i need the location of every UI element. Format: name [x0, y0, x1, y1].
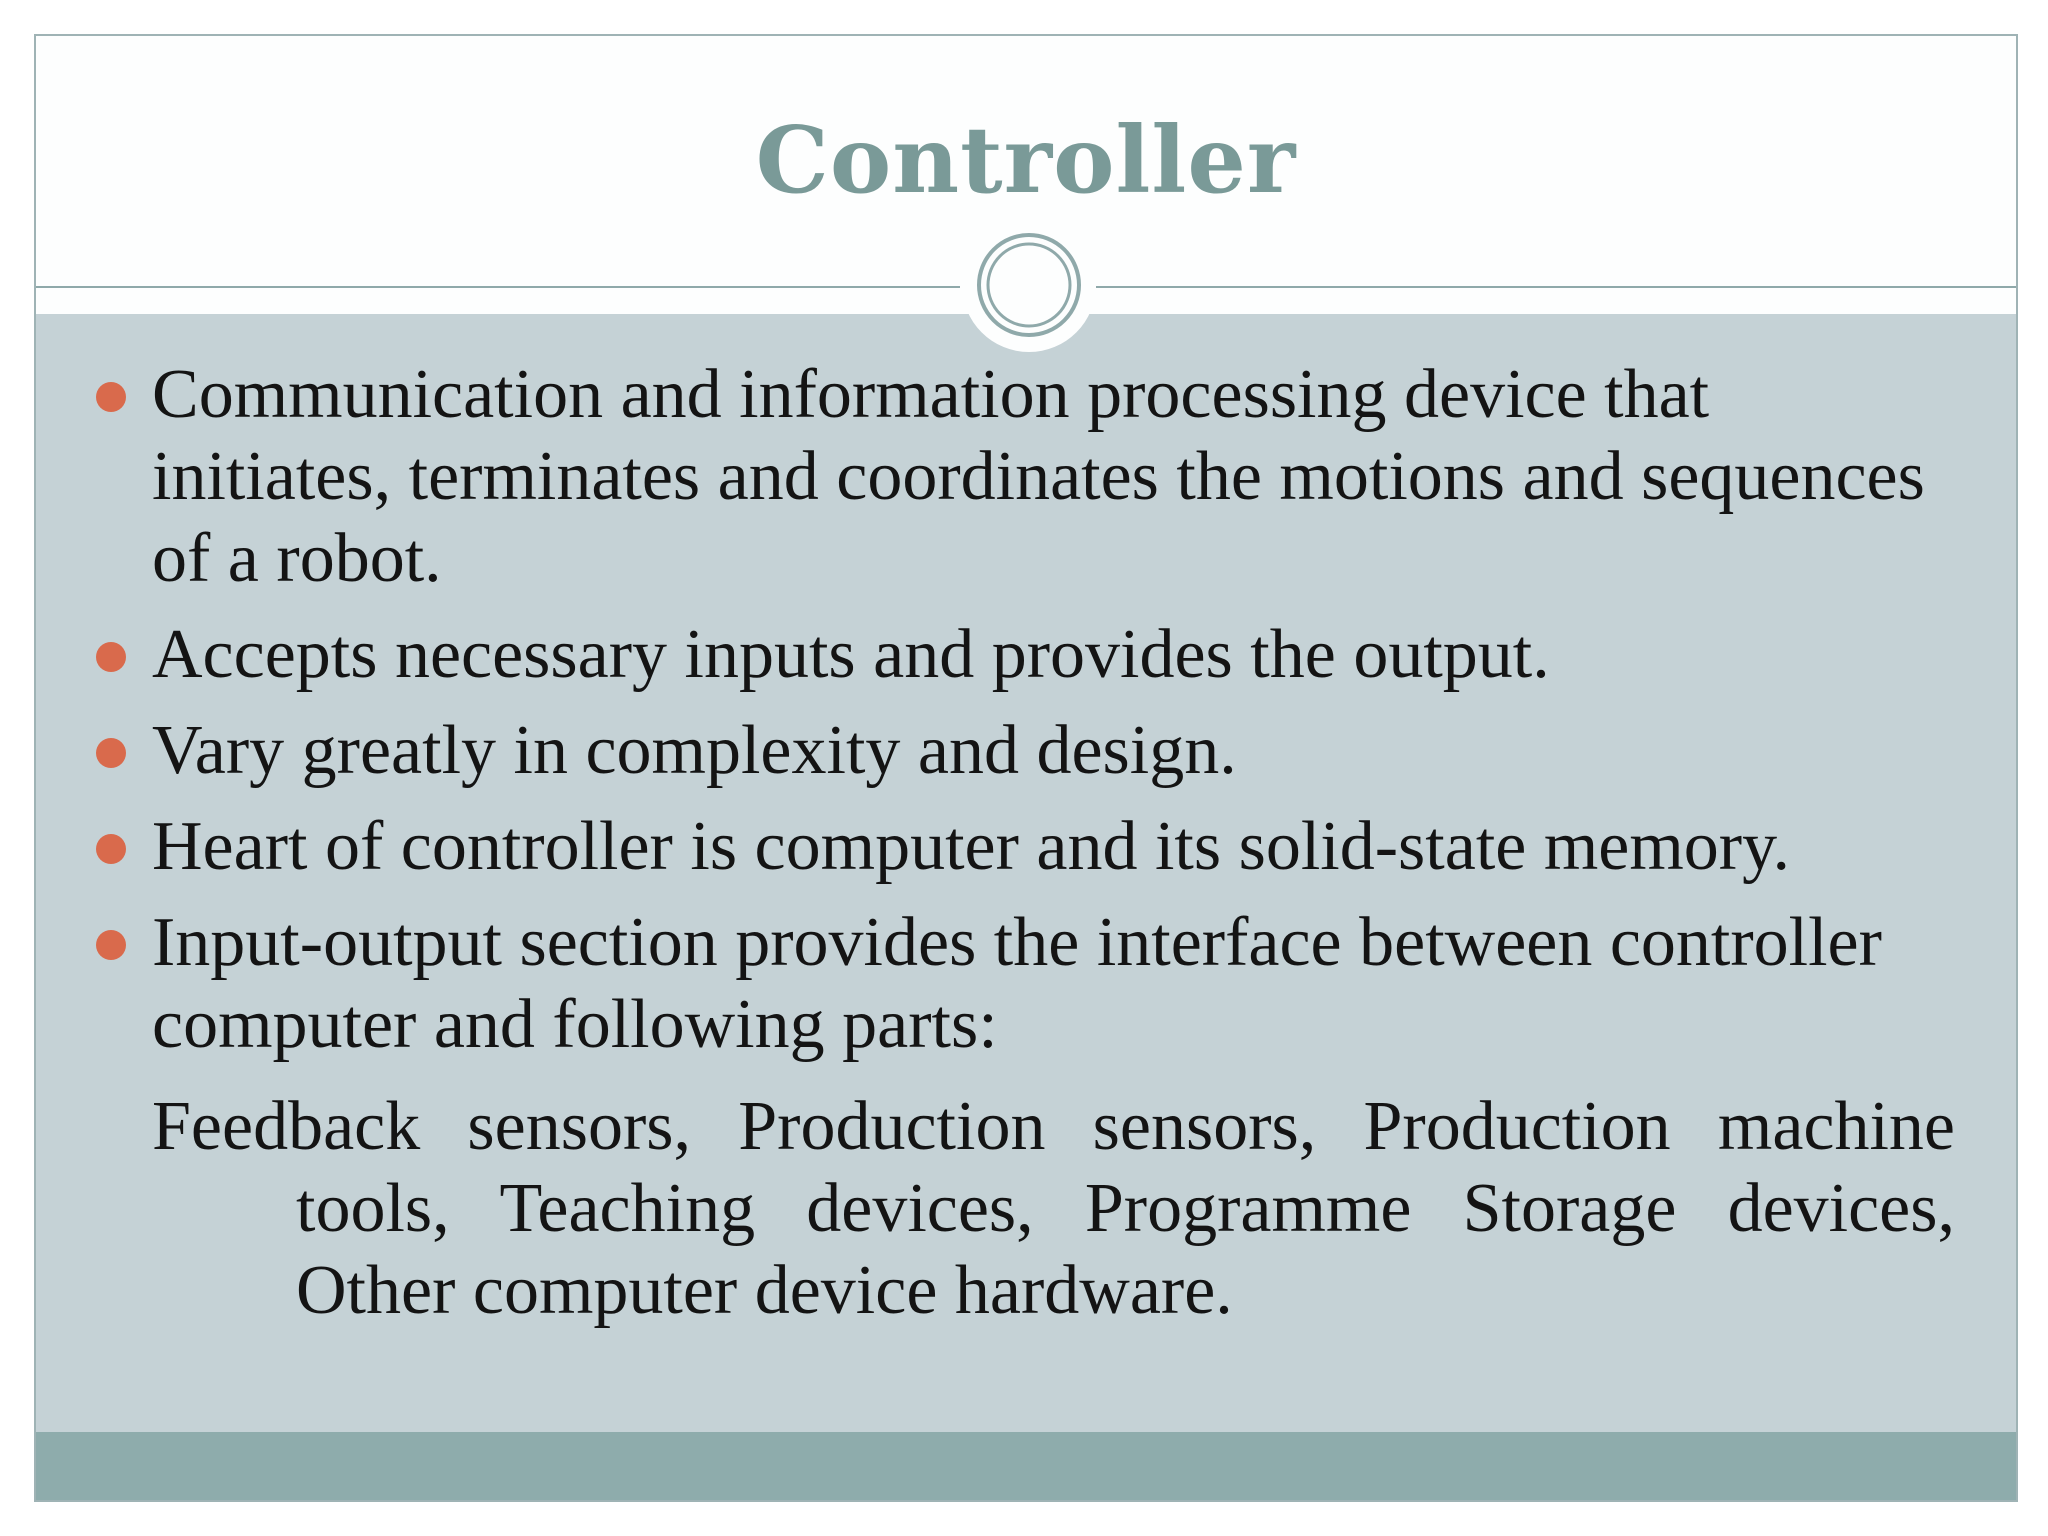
bullet-item: [36, 806, 2016, 888]
title-divider-left: [36, 286, 960, 288]
parts-list-paragraph: Feedback sensors, Production sensors, Production machine tools, Teaching devices, Programme Storage devices, Other computer device hardware.: [152, 1088, 1955, 1329]
bullet-item: [36, 614, 2016, 696]
title-divider-right: [1096, 286, 2018, 288]
bullet-text: Communication and information processing device that initiates, terminates and coordinates the motions and sequences of a robot.: [152, 356, 1925, 597]
bullet-dot-icon: [96, 834, 126, 864]
bullet-dot-icon: [96, 738, 126, 768]
bullet-dot-icon: [96, 642, 126, 672]
bullet-text: Heart of controller is computer and its solid-state memory.: [152, 808, 1791, 885]
bullet-text: Accepts necessary inputs and provides the output.: [152, 616, 1550, 693]
bullet-text: Input-output section provides the interface between controller computer and following parts:: [152, 904, 1882, 1063]
slide: [34, 34, 2018, 1502]
bullet-item: [36, 354, 2016, 600]
footer-band: [36, 1432, 2016, 1502]
bullet-dot-icon: [96, 382, 126, 412]
bullet-list: [36, 354, 2016, 1080]
bullet-item: [36, 710, 2016, 792]
bullet-item: [36, 902, 2016, 1066]
bullet-text: Vary greatly in complexity and design.: [152, 712, 1237, 789]
double-ring-icon: [975, 231, 1083, 339]
slide-title: Controller: [755, 106, 1297, 214]
bullet-dot-icon: [96, 930, 126, 960]
